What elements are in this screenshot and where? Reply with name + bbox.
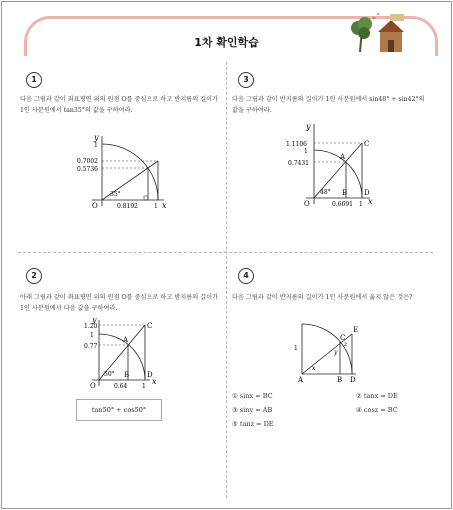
point-label: E [353, 326, 359, 334]
choice-4[interactable]: ④ cosz = BC [356, 406, 398, 414]
origin-label: O [304, 200, 310, 208]
column-divider [226, 62, 227, 498]
row-divider [18, 252, 433, 253]
question-1-badge: 1 [26, 72, 42, 88]
x-axis-label: x [162, 201, 167, 210]
point-label: D [147, 371, 153, 379]
question-3-figure [282, 122, 382, 212]
y-tick-label: 0.7002 [77, 158, 98, 165]
question-1-text: 다음 그림과 같이 좌표평면 위의 원점 O를 중심으로 하고 반지름의 길이가 1인 사분원에서 tan35°의 값을 구하여라. [20, 96, 219, 114]
choice-5[interactable]: ⑤ tanz = DE [232, 420, 274, 428]
side-label: 1 [294, 345, 298, 352]
answer-box: tan50° + cos50° [76, 399, 162, 421]
point-label: D [350, 376, 356, 384]
x-axis-label: x [368, 197, 373, 206]
y-axis-label: y [92, 318, 97, 324]
question-2-figure [72, 318, 162, 394]
y-tick-label: 1 [90, 332, 94, 339]
point-label: A [340, 153, 346, 161]
choice-1[interactable]: ① sinx = BC [232, 392, 273, 400]
choice-2[interactable]: ② tanx = DE [356, 392, 398, 400]
y-tick-label: 0.5736 [77, 166, 98, 173]
question-2-text: 아래 그림과 같이 좌표평면 위의 원점 O를 중심으로 하고 반지름의 길이가 1인 사분원에서 다음 값을 구하여라. [20, 294, 219, 312]
y-axis-label: y [94, 133, 99, 142]
point-label: A [298, 376, 304, 384]
y-tick-label: 1 [94, 142, 98, 149]
origin-label: O [90, 382, 96, 390]
angle-label: x [312, 365, 316, 372]
question-1-figure [70, 130, 170, 210]
angle-label: 50° [104, 371, 115, 378]
point-label: C [147, 322, 153, 330]
x-axis-label: x [152, 377, 157, 386]
tree-house-illustration [350, 10, 410, 52]
x-tick-label: 0.64 [114, 383, 128, 390]
y-tick-label: 1 [304, 148, 308, 155]
question-3-badge: 3 [238, 72, 254, 88]
point-label: B [124, 371, 130, 379]
question-3-text: 다음 그림과 같이 반지름의 길이가 1인 사분원에서 sin48° + sin42°의 값을 구하여라. [232, 96, 425, 114]
x-tick-label: 1 [359, 201, 363, 208]
angle-label: y [334, 349, 338, 356]
point-label: C [364, 140, 370, 148]
x-tick-label: 0.6691 [332, 201, 353, 208]
point-label: C [340, 334, 346, 342]
question-4-badge: 4 [238, 268, 254, 284]
point-label: B [342, 189, 348, 197]
point-label: D [364, 189, 370, 197]
angle-label: z [344, 341, 348, 348]
y-tick-label: 1.1106 [286, 141, 307, 148]
question-4-text: 다음 그림과 같이 반지름의 길이가 1인 사분원에서 옳지 않은 것은? [232, 294, 413, 301]
x-tick-label: 1 [154, 203, 158, 210]
y-axis-label: y [306, 122, 311, 131]
point-label: B [337, 376, 343, 384]
question-4-figure [290, 318, 370, 388]
question-2-badge: 2 [26, 268, 42, 284]
point-label: A [123, 336, 129, 344]
x-tick-label: 0.8192 [117, 203, 138, 210]
page-title: 1차 확인학습 [194, 36, 259, 49]
y-tick-label: 0.77 [84, 343, 98, 350]
choice-3[interactable]: ③ siny = AB [232, 406, 273, 414]
y-tick-label: 0.7431 [288, 160, 309, 167]
angle-label: 48° [320, 189, 331, 196]
y-tick-label: 1.20 [84, 323, 98, 330]
x-tick-label: 1 [142, 383, 146, 390]
origin-label: O [92, 202, 98, 210]
angle-label: 35° [110, 191, 121, 198]
